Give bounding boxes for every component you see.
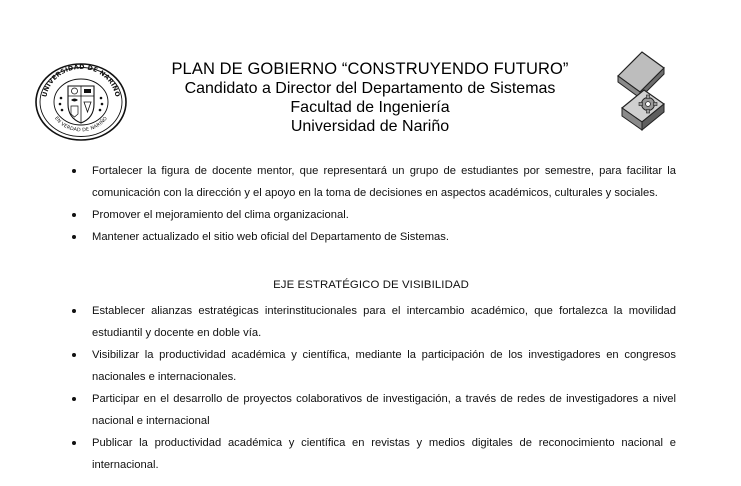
plan-title: PLAN DE GOBIERNO “CONSTRUYENDO FUTURO” (171, 60, 569, 78)
bullet-icon (72, 213, 76, 217)
faculty-line: Facultad de Ingeniería (290, 99, 450, 116)
section-heading: EJE ESTRATÉGICO DE VISIBILIDAD (273, 279, 469, 291)
list-item-text: Publicar la productividad académica y científica en revistas y medios digitales de reconocimiento nacional e internacional. (92, 437, 676, 471)
department-logo-icon (612, 50, 668, 134)
bullet-icon (72, 235, 76, 239)
bullet-icon (72, 353, 76, 357)
list-item (66, 204, 676, 226)
bullet-icon (72, 169, 76, 173)
header-text-block (130, 60, 610, 136)
list-item (66, 300, 676, 344)
list-item (66, 226, 676, 248)
bullet-icon (72, 441, 76, 445)
list-item-text: Establecer alianzas estratégicas interinstitucionales para el intercambio académico, que fortalezca la movilidad estudiantil y docente en doble vía. (92, 305, 676, 339)
document-header (0, 0, 741, 150)
list-item (66, 160, 676, 204)
bullet-icon (72, 397, 76, 401)
seal-bottom-text: EN VERDAD DE NARIÑO (53, 116, 109, 134)
list-item (66, 432, 676, 476)
visibility-bullet-list (66, 300, 676, 476)
seal-top-text: UNIVERSIDAD DE NARIÑO (41, 63, 121, 98)
list-item (66, 388, 676, 432)
bullet-icon (72, 309, 76, 313)
list-item-text: Visibilizar la productividad académica y científica, mediante la participación de los investigadores en congresos nacionales e internacionales. (92, 349, 676, 383)
list-item-text: Promover el mejoramiento del clima organizacional. (92, 209, 349, 221)
document-body (66, 160, 676, 476)
university-seal-icon (34, 62, 128, 142)
university-line: Universidad de Nariño (290, 118, 450, 135)
list-item-text: Mantener actualizado el sitio web oficial del Departamento de Sistemas. (92, 231, 449, 243)
candidate-line: Candidato a Director del Departamento de Sistemas (184, 80, 556, 97)
list-item-text: Fortalecer la figura de docente mentor, que representará un grupo de estudiantes por semestre, para facilitar la comunicación con la dirección y el apoyo en la toma de decisiones en aspectos académicos, culturales y sociales. (92, 165, 676, 199)
list-item (66, 344, 676, 388)
list-item-text: Participar en el desarrollo de proyectos colaborativos de investigación, a través de redes de investigadores a nivel nacional e internacional (92, 393, 676, 427)
top-bullet-list (66, 160, 676, 248)
